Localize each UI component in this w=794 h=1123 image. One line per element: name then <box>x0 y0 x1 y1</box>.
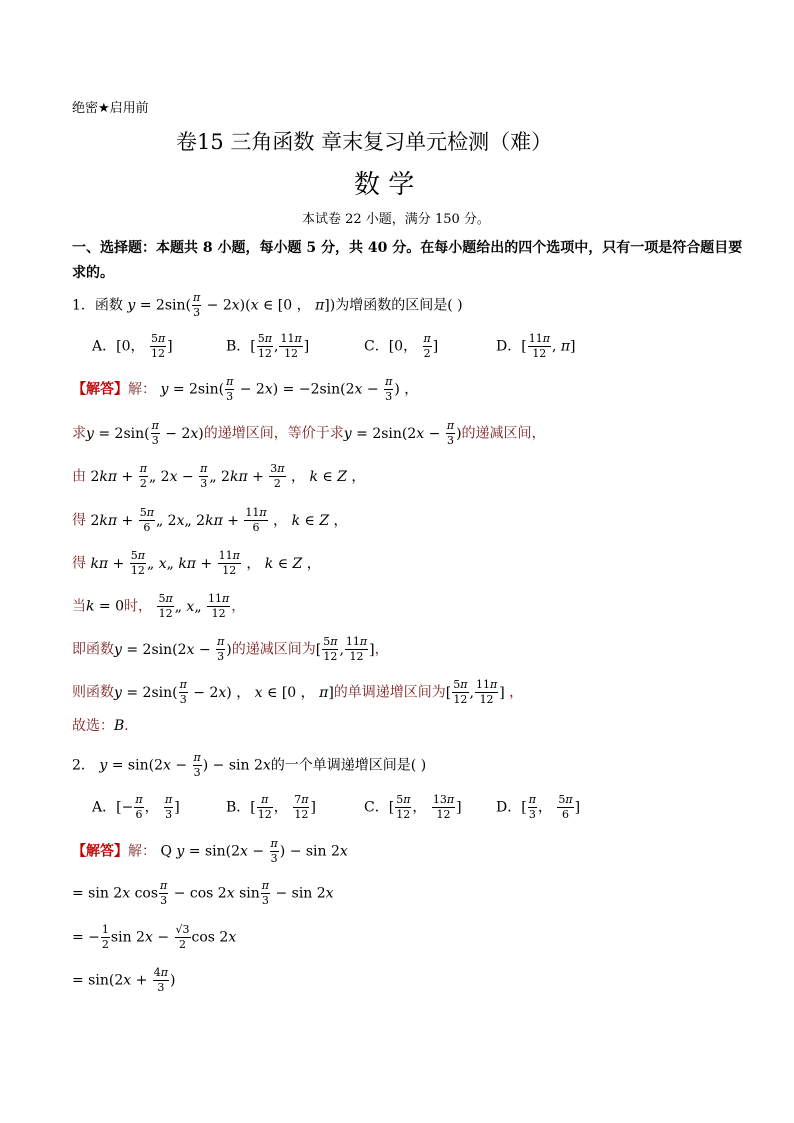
subject-title: 数 学 <box>354 170 415 200</box>
q1-option-c[interactable]: C．[0， $\frac{\pi}{2}$ ] <box>364 332 439 361</box>
q1-solution-line8: 则函数y = 2sin( $\frac{\pi}{3}$ − 2x) ， x ∈ [0 ， π]的单调递增区间为[ $\frac{5\pi}{12}$ , $\frac{11\pi}{12}$ ] ， <box>72 678 524 707</box>
q1-stem: 1．函数 y = 2sin( $\frac{\pi}{3}$ − 2x)(x ∈ [0 ， π])为增函数的区间是( ) <box>72 291 463 320</box>
q2-solution-line3: = − $\frac{1}{2}$ sin 2x − $\frac{√3}{2}$ cos 2x <box>72 923 237 952</box>
q1-solution-line4: 得 2kπ + $\frac{5\pi}{6}$ „ 2x„ 2kπ + $\frac{11\pi}{6}$ ， k ∈ Z ， <box>72 506 348 535</box>
q2-solution-line1: 【解答】解： Q y = sin(2x − $\frac{\pi}{3}$ ) − sin 2x <box>72 837 348 866</box>
q1-option-d[interactable]: D．[ $\frac{11\pi}{12}$ , π] <box>496 332 576 361</box>
q1-solution-line1: 【解答】解： y = 2sin( $\frac{\pi}{3}$ − 2x) = −2sin(2x − $\frac{\pi}{3}$ ) ， <box>72 375 419 404</box>
q1-solution-line7: 即函数y = 2sin(2x − $\frac{\pi}{3}$ )的递减区间为[ $\frac{5\pi}{12}$ , $\frac{11\pi}{12}$ ]， <box>72 635 389 664</box>
section-heading-line1: 一、选择题：本题共 8 小题，每小题 5 分，共 40 分。在每小题给出的四个选项中，只有一项是符合题目要 <box>72 240 743 256</box>
q1-final-answer: 故选：B． <box>72 718 139 734</box>
exam-info: 本试卷 22 小题，满分 150 分。 <box>302 212 490 227</box>
confidential-label: 绝密★启用前 <box>72 101 149 116</box>
q2-solution-line4: = sin(2x + $\frac{4\pi}{3}$ ) <box>72 966 176 995</box>
q2-option-c[interactable]: C．[ $\frac{5\pi}{12}$ ， $\frac{13\pi}{12}$ ] <box>364 793 462 822</box>
q2-option-a[interactable]: A．[− $\frac{\pi}{6}$ ， $\frac{\pi}{3}$ ] <box>92 793 180 822</box>
q2-option-b[interactable]: B．[ $\frac{\pi}{12}$ ， $\frac{7\pi}{12}$ ] <box>226 793 316 822</box>
q2-option-d[interactable]: D．[ $\frac{\pi}{3}$ ， $\frac{5\pi}{6}$ ] <box>496 793 581 822</box>
q1-solution-line5: 得 kπ + $\frac{5\pi}{12}$ „ x„ kπ + $\frac{11\pi}{12}$ ， k ∈ Z ， <box>72 549 321 578</box>
q1-option-b[interactable]: B．[ $\frac{5\pi}{12}$ , $\frac{11\pi}{12}$ ] <box>226 332 310 361</box>
q1-solution-line3: 由 2kπ + $\frac{\pi}{2}$ „ 2x − $\frac{\pi}{3}$ „ 2kπ + $\frac{3\pi}{2}$ ， k ∈ Z ， <box>72 462 366 491</box>
q1-solution-line2: 求y = 2sin( $\frac{\pi}{3}$ − 2x)的递增区间，等价于求y = 2sin(2x − $\frac{\pi}{3}$ )的递减区间， <box>72 419 546 448</box>
exam-title: 卷15 三角函数 章末复习单元检测（难） <box>176 130 553 154</box>
q2-solution-line2: = sin 2x cos $\frac{\pi}{3}$ − cos 2x sin $\frac{\pi}{3}$ − sin 2x <box>72 879 334 908</box>
q1-option-a[interactable]: A．[0， $\frac{5\pi}{12}$ ] <box>92 332 173 361</box>
q1-solution-line6: 当k = 0时， $\frac{5\pi}{12}$ „ x„ $\frac{11\pi}{12}$ ， <box>72 592 246 621</box>
q2-stem: 2． y = sin(2x − $\frac{\pi}{3}$ ) − sin 2x的一个单调递增区间是( ) <box>72 751 427 780</box>
section-heading-line2: 求的。 <box>72 265 114 281</box>
